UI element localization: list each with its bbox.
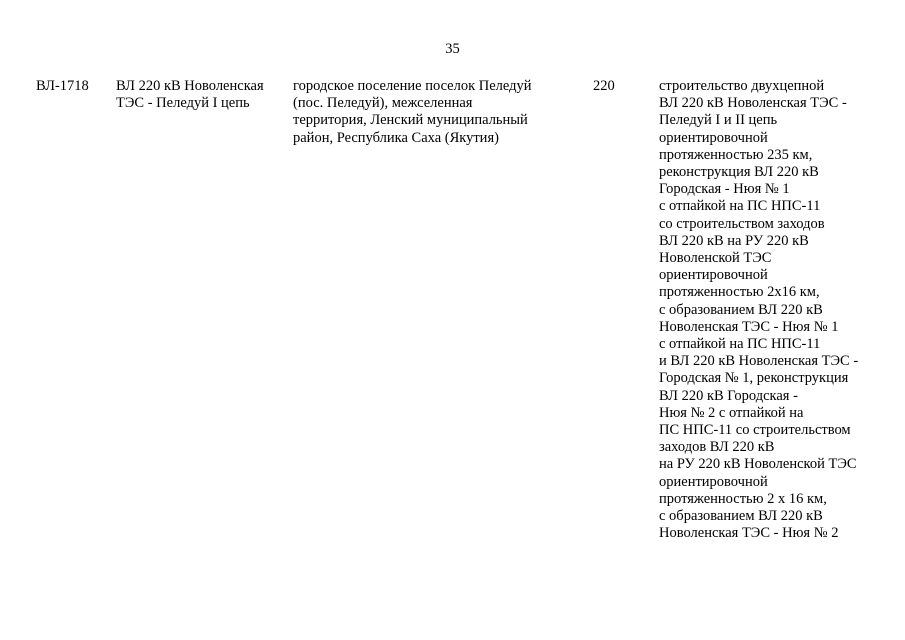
object-description: строительство двухцепной ВЛ 220 кВ Новоленская ТЭС - Пеледуй I и II цепь ориентировочной протяженностью 235 км, реконструкция ВЛ 220 кВ Городская - Нюя № 1 с отпайкой на ПС НПС-11 со строительством заходов ВЛ 220 кВ на РУ 220 кВ Новоленской ТЭС ориентировочной протяженностью 2х16 км, с образованием ВЛ 220 кВ Новоленская ТЭС - Нюя № 1 с отпайкой на ПС НПС-11 и ВЛ 220 кВ Новоленская ТЭС - Городская № 1, реконструкция ВЛ 220 кВ Городская - Нюя № 2 с отпайкой на ПС НПС-11 со строительством заходов ВЛ 220 кВ на РУ 220 кВ Новоленской ТЭС ориентировочной протяженностью 2 х 16 км, с образованием ВЛ 220 кВ Новоленская ТЭС - Нюя № 2 — [659, 78, 859, 542]
page-number: 35 — [445, 41, 460, 57]
object-code: ВЛ-1718 — [36, 78, 89, 94]
table-row — [0, 78, 905, 558]
object-name: ВЛ 220 кВ Новоленская ТЭС - Пеледуй I цепь — [116, 78, 264, 112]
object-location: городское поселение поселок Пеледуй (пос. Пеледуй), межселенная территория, Ленский муниципальный район, Республика Саха (Якутия) — [293, 78, 532, 146]
object-voltage: 220 — [593, 78, 615, 94]
